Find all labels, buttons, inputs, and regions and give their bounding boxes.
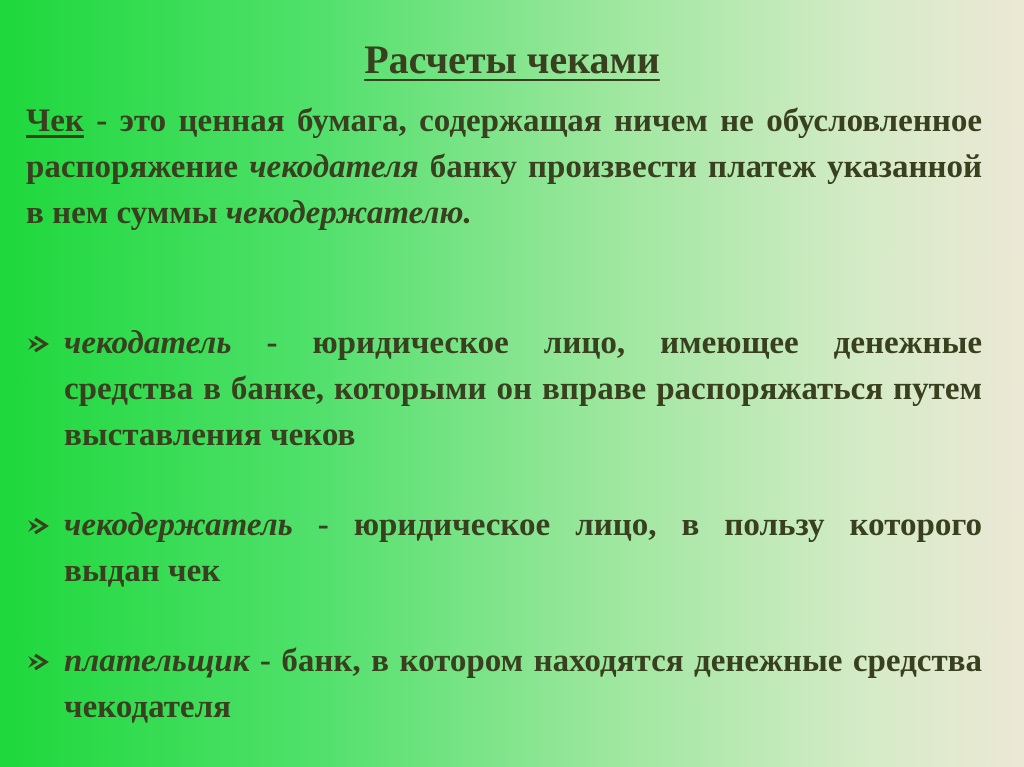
check-definition: [26, 98, 982, 236]
arrow-checkmark-icon: [26, 514, 54, 538]
definition-text-1: - это ценная бумага, содержащая ничем не обусловленное распоряжение: [26, 103, 982, 185]
definition-holder: чекодержателю.: [225, 195, 472, 231]
definition-drawer: чекодателя: [249, 149, 419, 185]
bullet-item-drawer: [26, 320, 982, 458]
bullet-term: плательщик: [64, 643, 250, 679]
bullet-item-holder: [26, 502, 982, 594]
bullet-list: [26, 320, 982, 730]
arrow-checkmark-icon: [26, 332, 54, 356]
bullet-text: - юридическое лицо, имеющее денежные средства в банке, которыми он вправе распоряжаться путем выставления чеков: [64, 325, 982, 453]
definition-text-2: банку произвести платеж указанной в нем суммы: [26, 149, 982, 231]
bullet-item-payer: [26, 638, 982, 730]
definition-term: Чек: [26, 103, 84, 139]
arrow-checkmark-icon: [26, 650, 54, 674]
bullet-text: - юридическое лицо, в пользу которого выдан чек: [64, 507, 982, 589]
bullet-term: чекодержатель: [64, 507, 293, 543]
bullet-term: чекодатель: [64, 325, 232, 361]
bullet-text: - банк, в котором находятся денежные средства чекодателя: [64, 643, 982, 725]
slide-title: Расчеты чеками: [364, 37, 660, 82]
